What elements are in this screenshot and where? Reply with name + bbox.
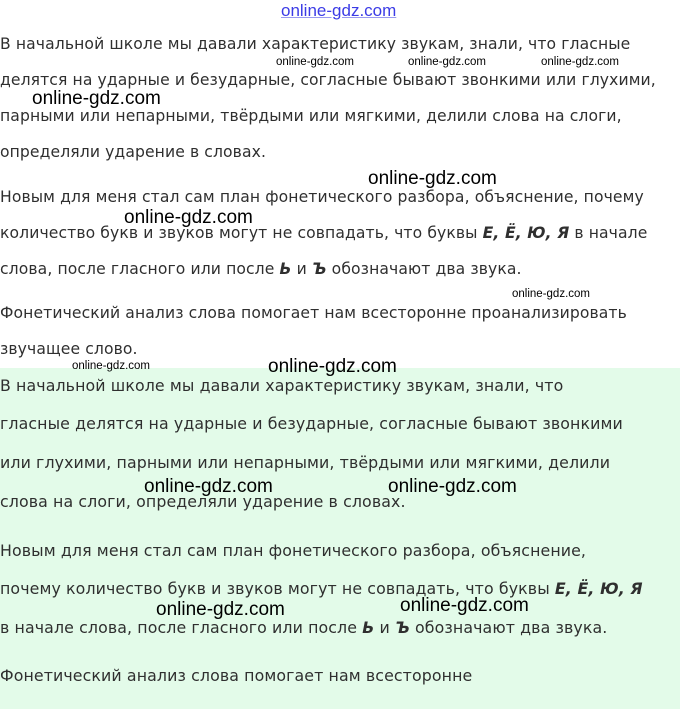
watermark: online-gdz.com [72,360,150,372]
paragraph-line: слова на слоги, определяли ударение в словах. [0,492,406,511]
watermark: online-gdz.com [144,476,273,497]
watermark: online-gdz.com [512,288,590,300]
watermark: online-gdz.com [368,168,497,189]
paragraph-line: определяли ударение в словах. [0,143,267,161]
paragraph-line: В начальной школе мы давали характеристику звукам, знали, что гласные [0,35,631,53]
watermark: online-gdz.com [124,207,253,228]
paragraph-line [0,579,643,599]
emphasized-letters: Е, Ё, Ю, Я [482,224,570,242]
text-segment: почему количество букв и звуков могут не совпадать, что буквы [0,579,555,598]
paragraph-line: делятся на ударные и безударные, согласные бывают звонкими или глухими, [0,71,656,89]
emphasized-letters: Е, Ё, Ю, Я [554,579,643,598]
emphasized-letter: Ъ [394,618,410,637]
paragraph-line: Фонетический анализ слова помогает нам всесторонне проанализировать [0,304,627,322]
text-segment: и [291,260,312,278]
paragraph-line: парными или непарными, твёрдыми или мягкими, делили слова на слоги, [0,107,622,125]
text-segment: в начале [569,224,648,242]
watermark-top-link[interactable]: online-gdz.com [281,1,397,20]
emphasized-letter: Ъ [311,260,327,278]
watermark: online-gdz.com [541,56,619,68]
watermark: online-gdz.com [268,356,397,377]
watermark: online-gdz.com [388,476,517,497]
watermark: online-gdz.com [32,88,161,109]
watermark: online-gdz.com [400,595,529,616]
watermark: online-gdz.com [156,599,285,620]
emphasized-letter: Ь [279,260,292,278]
paragraph-line: звучащее слово. [0,340,138,358]
text-segment: слова, после гласного или после [0,260,280,278]
text-segment: обозначают два звука. [326,260,522,278]
text-segment: в начале слова, после гласного или после [0,618,363,637]
paragraph-line: или глухими, парными или непарными, твёрдыми или мягкими, делили [0,453,611,472]
watermark: online-gdz.com [408,56,486,68]
paragraph-line [0,259,522,279]
paragraph-line: Новым для меня стал сам план фонетического разбора, объяснение, [0,541,587,560]
text-segment: количество букв и звуков могут не совпадать, что буквы [0,224,483,242]
paragraph-line: гласные делятся на ударные и безударные, согласные бывают звонкими [0,414,623,433]
text-segment: и [374,618,395,637]
watermark: online-gdz.com [276,56,354,68]
text-segment: обозначают два звука. [409,618,608,637]
paragraph-line: Фонетический анализ слова помогает нам всесторонне [0,666,473,685]
paragraph-line: Новым для меня стал сам план фонетического разбора, объяснение, почему [0,188,644,206]
emphasized-letter: Ь [362,618,375,637]
paragraph-line [0,223,647,243]
paragraph-line [0,618,607,638]
paragraph-line: В начальной школе мы давали характеристику звукам, знали, что [0,376,564,395]
text-block-2 [0,368,680,709]
